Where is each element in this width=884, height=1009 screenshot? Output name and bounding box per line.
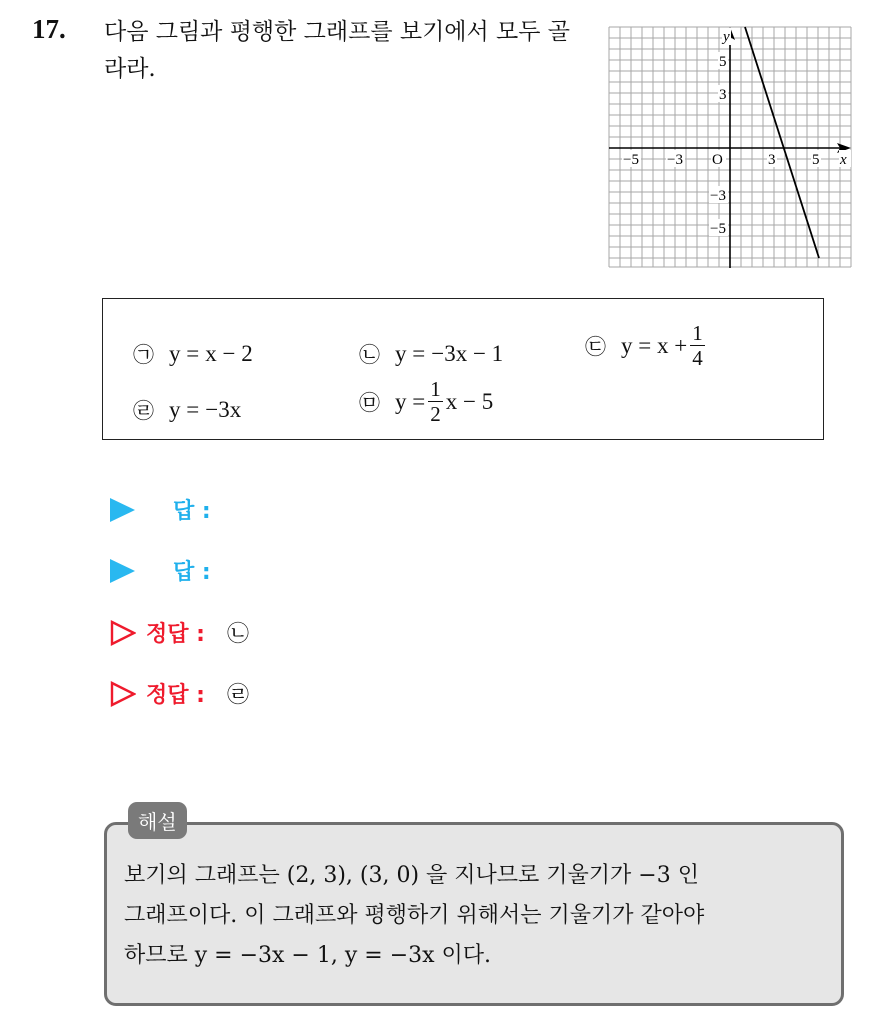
question-text: 다음 그림과 평행한 그래프를 보기에서 모두 골라라. — [104, 19, 571, 82]
option-equation-rhs: −3x — [205, 397, 242, 422]
option-equation-lhs: y = — [169, 397, 200, 422]
explanation-tag: 해설 — [128, 802, 187, 839]
question-number: 17. — [32, 14, 66, 44]
play-arrow-icon — [110, 559, 135, 583]
option-3 — [585, 321, 708, 370]
coordinate-graph — [608, 26, 852, 268]
option-equation-lhs: y = x + — [621, 332, 688, 358]
correct-answer-label: 정답 : — [146, 622, 205, 647]
option-fraction — [690, 321, 705, 370]
options-box — [102, 298, 824, 440]
y-tick-label: 3 — [719, 87, 727, 103]
outline-arrow-icon — [110, 681, 136, 707]
fraction-denominator: 4 — [692, 346, 703, 370]
explanation-text — [124, 856, 836, 976]
option-fraction — [428, 377, 443, 426]
x-tick-label: −3 — [667, 152, 683, 168]
option-2 — [359, 339, 503, 369]
origin-label: O — [712, 152, 723, 168]
option-equation-lhs: y = — [169, 341, 200, 366]
option-5 — [359, 377, 493, 426]
answer-row-2[interactable] — [110, 555, 211, 586]
option-equation-lhs: y = — [395, 341, 426, 366]
play-arrow-icon — [110, 498, 135, 522]
option-4 — [133, 395, 241, 425]
option-marker: ㉡ — [359, 343, 380, 367]
answer-row-1[interactable] — [110, 494, 211, 525]
correct-answer-value: ㉣ — [226, 683, 249, 708]
correct-answer-label: 정답 : — [146, 683, 205, 708]
x-tick-label: 3 — [768, 152, 776, 168]
x-axis-label: x — [840, 152, 847, 168]
correct-answer-value: ㉡ — [226, 622, 249, 647]
option-marker: ㉤ — [359, 390, 380, 415]
x-tick-label: −5 — [623, 152, 639, 168]
fraction-numerator: 1 — [430, 377, 441, 401]
fraction-denominator: 2 — [430, 402, 441, 426]
answer-label: 답 : — [173, 499, 211, 524]
answer-label: 답 : — [173, 560, 211, 585]
option-marker: ㉢ — [585, 334, 606, 359]
graph-line — [745, 27, 819, 258]
y-axis-label: y — [723, 29, 730, 45]
y-tick-label: −3 — [710, 188, 726, 204]
explanation-line: 하므로 y = −3x − 1, y = −3x 이다. — [124, 943, 492, 968]
option-equation-lhs: y = — [395, 388, 426, 414]
option-marker: ㉣ — [133, 399, 154, 423]
correct-answer-row-2 — [110, 678, 249, 709]
fraction-numerator: 1 — [692, 321, 703, 345]
option-1 — [133, 339, 253, 369]
option-equation-rhs: x − 2 — [205, 341, 253, 366]
explanation-line: 그래프이다. 이 그래프와 평행하기 위해서는 기울기가 같아야 — [124, 903, 705, 928]
correct-answer-row-1 — [110, 617, 249, 648]
x-tick-label: 5 — [812, 152, 820, 168]
option-marker: ㉠ — [133, 343, 154, 367]
y-tick-label: 5 — [719, 54, 727, 70]
y-tick-label: −5 — [710, 221, 726, 237]
option-equation-rhs: −3x − 1 — [431, 341, 504, 366]
option-equation-rhs: x − 5 — [445, 388, 494, 414]
outline-arrow-icon — [110, 620, 136, 646]
explanation-line: 보기의 그래프는 (2, 3), (3, 0) 을 지나므로 기울기가 −3 인 — [124, 863, 699, 888]
